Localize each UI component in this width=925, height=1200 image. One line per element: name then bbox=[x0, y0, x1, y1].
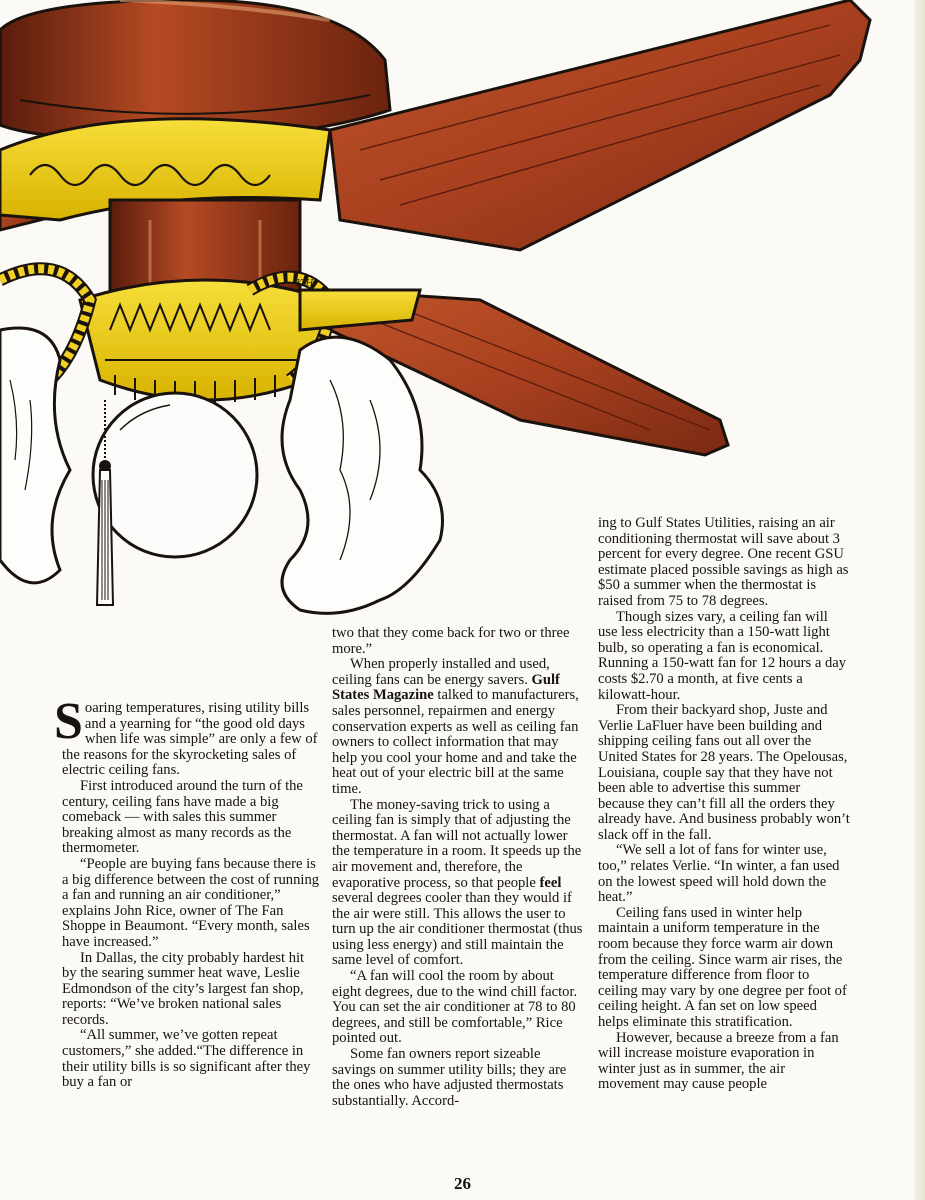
paragraph: “People are buying fans because there is a big difference between the cost of running a fan and running an air conditioner,” explains John Rice, owner of The Fan Shoppe in Beaumont. “Every month, sales have increased.” bbox=[62, 855, 320, 950]
article-column-2 bbox=[332, 626, 584, 1109]
paragraph: Ceiling fans used in winter help maintain a uniform temperature in the room because they force warm air down from the ceiling. Since warm air rises, the temperature difference from floor to ceiling may vary by one degree per foot of ceiling height. A fan set on low speed helps eliminate this stratification. bbox=[598, 904, 847, 1030]
artist-signature: K.Hi bbox=[296, 279, 317, 289]
paragraph: The money-saving trick to using a ceiling fan is simply that of adjusting the thermostat. A fan will not actually lower the temperature in a room. It speeds up the air movement and, therefore, the evaporative process, so that people feel several degrees cooler than they would if the air were still. This allows the user to turn up the air conditioner thermostat (thus using less energy) and still maintain the same level of comfort. bbox=[332, 796, 583, 969]
light-globe bbox=[93, 393, 257, 557]
paragraph: However, because a breeze from a fan will increase moisture evaporation in winter just as in summer, the air movement may cause people bbox=[598, 1029, 839, 1093]
paragraph: Though sizes vary, a ceiling fan will use less electricity than a 150-watt light bulb, so operating a fan is economical. Running a 150-watt fan for 12 hours a day costs $2.70 a month, at five cents a kilowatt-hour. bbox=[598, 608, 847, 703]
paragraph: Soaring temperatures, rising utility bills and a yearning for “the good old days when life was simple” are only a few of the reasons for the skyrocketing sales of electric ceiling fans. bbox=[54, 693, 318, 779]
paragraph: “A fan will cool the room by about eight degrees, due to the wind chill factor. You can set the air conditioner at 78 to 80 degrees, and still be comfortable,” Rice pointed out. bbox=[332, 968, 578, 1047]
paragraph: First introduced around the turn of the century, ceiling fans have made a big comeback — with sales this summer breaking almost as many records as the thermometer. bbox=[62, 777, 303, 857]
paragraph: From their backyard shop, Juste and Verlie LaFluer have been building and shipping ceiling fans out all over the United States for 28 years. The Opelousas, Louisiana, couple say that they have not been able to advertise this summer because they can’t fill all the orders they already have. And business probably won’t slack off in the fall. bbox=[598, 702, 850, 843]
paragraph: “All summer, we’ve gotten repeat customers,” she added.“The difference in their utility bills is so significant after they buy a fan or bbox=[62, 1027, 311, 1091]
page-edge bbox=[915, 0, 925, 1200]
tulip-shade-right bbox=[282, 337, 443, 613]
fan-blade-upper-right bbox=[330, 0, 870, 250]
paragraph: When properly installed and used, ceiling fans can be energy savers. Gulf States Magazine talked to manufacturers, sales personnel, repairmen and energy conservation experts as well as ceiling fan owners to collect information that may help you cool your home and and take the heat out of your electric bill at the same time. bbox=[332, 656, 579, 797]
paragraph: Some fan owners report sizeable savings on summer utility bills; they are the ones who have adjusted thermostats substantially. Accord- bbox=[332, 1046, 567, 1109]
publication-name: Gulf States Magazine bbox=[332, 671, 560, 704]
paragraph: In Dallas, the city probably hardest hit by the searing summer heat wave, Leslie Edmondson of the city’s largest fan shop, reports: “We’ve broken national sales records. bbox=[62, 949, 305, 1028]
paragraph: ing to Gulf States Utilities, raising an air conditioning thermostat will save about 3 percent for every degree. One recent GSU estimate placed possible savings as high as $50 a summer when the thermostat is raised from 75 to 78 degrees. bbox=[598, 515, 849, 609]
paragraph: two that they come back for two or three more.” bbox=[332, 625, 570, 657]
page-number: 26 bbox=[454, 1174, 471, 1193]
paragraph: “We sell a lot of fans for winter use, too,” relates Verlie. “In winter, a fan used on the lowest speed will hold down the heat.” bbox=[598, 842, 840, 906]
drop-cap: S bbox=[54, 693, 83, 750]
article-column-3 bbox=[598, 516, 850, 1093]
tulip-shade-left bbox=[0, 328, 70, 583]
emphasis: feel bbox=[539, 874, 562, 891]
article-column-1 bbox=[54, 693, 320, 1091]
